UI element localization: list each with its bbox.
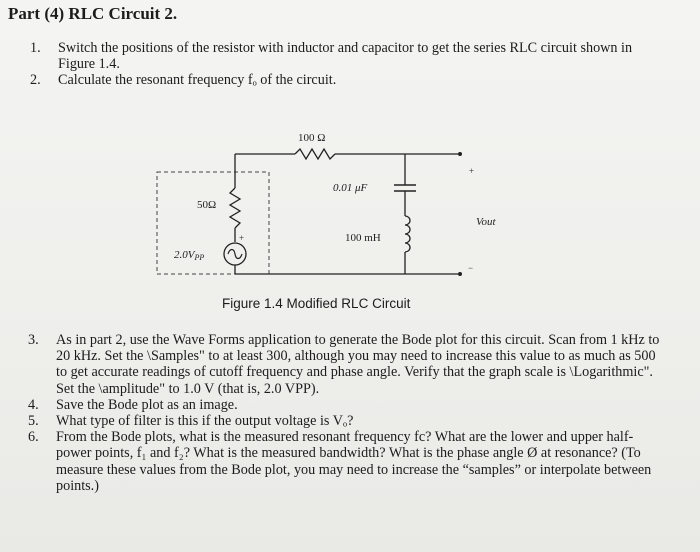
series-resistor [295,149,335,159]
list-item [28,397,668,413]
source-sub: PP [194,253,205,262]
item-number: 2. [30,72,41,89]
list-item [30,40,650,72]
item-text: Save the Bode plot as an image. [56,396,238,413]
output-terminal-top [458,152,462,156]
output-terminal-bottom [458,272,462,276]
source-resistor [230,188,240,228]
item-text: Calculate the resonant frequency fₒ of the circuit. [58,72,337,89]
inductor-label: 100 mH [345,232,381,244]
svg-text:2.0VPP [174,249,204,262]
plus-label: + [469,166,475,176]
list-item [28,429,668,494]
item-text: As in part 2, use the Wave Forms application to generate the Bode plot for this circuit. Scan from 1 kHz to 20 kHz. Set the \Samples" to at least 300, although you may need to increase this value to as much as 500 to get accurate readings of cutoff frequency and phase angle. Verify that the graph scale is \Logarithmic". Set the \amplitude" to 1.0 V (that is, 2.0 VPP). [56,332,660,397]
item-number: 6. [28,429,39,446]
item-number: 5. [28,413,39,430]
list-item [28,332,668,397]
item-number: 4. [28,396,39,413]
vout-label: Vout [476,216,496,228]
list-item [30,72,650,88]
inductor [405,216,410,252]
minus-label: − [468,263,474,273]
item-text: From the Bode plots, what is the measured resonant frequency fc? What are the lower and upper half-power points, f₁ and f₂? What is the measured bandwidth? What is the phase angle Ø at resonance? (To measure these values from the Bode plot, you may need to increase the “samples” or interpolate between points.) [56,429,652,494]
instruction-list-bottom [28,332,668,494]
svg-text:+: + [239,233,245,243]
item-number: 1. [30,40,41,56]
r-series-label: 100 Ω [298,132,326,144]
capacitor-label: 0.01 μF [333,182,368,194]
item-number: 3. [28,332,39,348]
sine-icon [228,250,242,259]
figure-caption: Figure 1.4 Modified RLC Circuit [222,296,411,311]
rlc-circuit-diagram [140,124,540,294]
item-text: What type of filter is this if the output voltage is Vₒ? [56,413,354,430]
instruction-list-top [30,40,650,89]
source-label: 2.0V [174,249,195,261]
list-item [28,413,668,429]
part-title: Part (4) RLC Circuit 2. [8,4,178,23]
item-text: Switch the positions of the resistor with inductor and capacitor to get the series RLC circuit shown in Figure 1.4. [58,40,633,73]
r-source-label: 50Ω [197,199,217,211]
